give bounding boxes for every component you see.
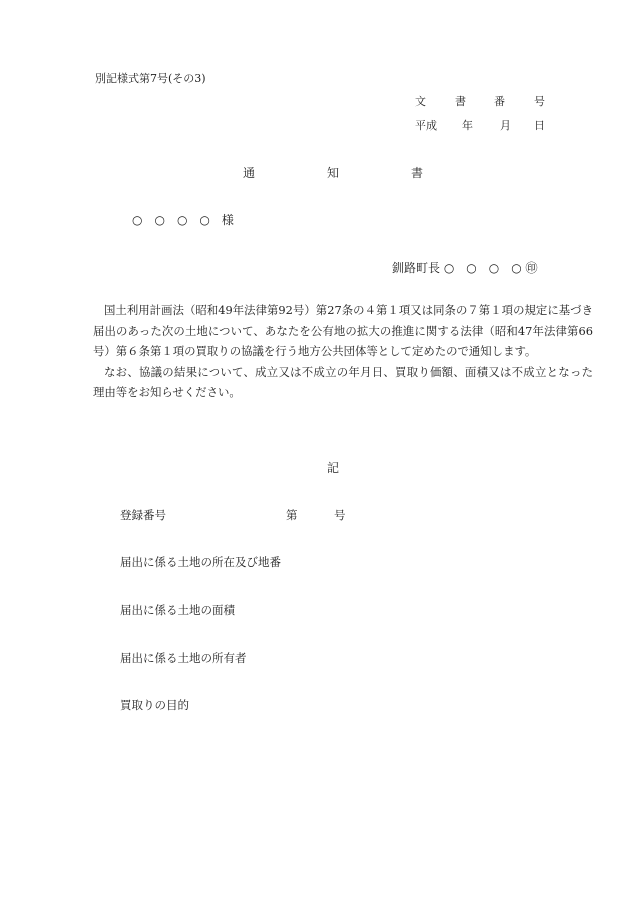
registration-number-label: 登録番号 [120,508,166,522]
document-number-line [415,93,548,109]
date-day: 日 [534,119,545,132]
date-month: 月 [500,119,511,132]
date-era: 平成 [415,119,437,132]
sender: 釧路町長 ○ ○ ○ ○ ㊞ [392,261,538,275]
doc-number-char: 文 [415,95,426,108]
document-date-line [415,117,548,133]
ki-heading: 記 [327,461,340,475]
form-number: 別記様式第7号(その3) [95,72,206,85]
land-owner-label: 届出に係る土地の所有者 [120,651,247,665]
notice-body [93,300,593,403]
date-year: 年 [462,119,473,132]
addressee: ○ ○ ○ ○ 様 [132,213,234,227]
purchase-purpose-label: 買取りの目的 [120,698,189,712]
title-char: 通 [243,166,256,180]
body-paragraph: 国土利用計画法（昭和49年法律第92号）第27条の４第１項又は同条の７第１項の規定に基づき届出のあった次の土地について、あなたを公有地の拡大の推進に関する法律（昭和47年法律第66号）第６条第１項の買取りの協議を行う地方公共団体等として定めたので通知します。 [93,303,593,358]
document-title [243,164,425,181]
land-location-label: 届出に係る土地の所在及び地番 [120,555,281,569]
body-paragraph: なお、協議の結果について、成立又は不成立の年月日、買取り価額、面積又は不成立となった理由等をお知らせください。 [93,364,593,399]
doc-number-char: 番 [494,95,505,108]
land-area-label: 届出に係る土地の面積 [120,603,235,617]
registration-go: 号 [334,508,346,522]
title-char: 知 [327,166,340,180]
registration-dai: 第 [286,508,298,522]
doc-number-char: 号 [534,95,545,108]
title-char: 書 [411,166,424,180]
doc-number-char: 書 [455,95,466,108]
